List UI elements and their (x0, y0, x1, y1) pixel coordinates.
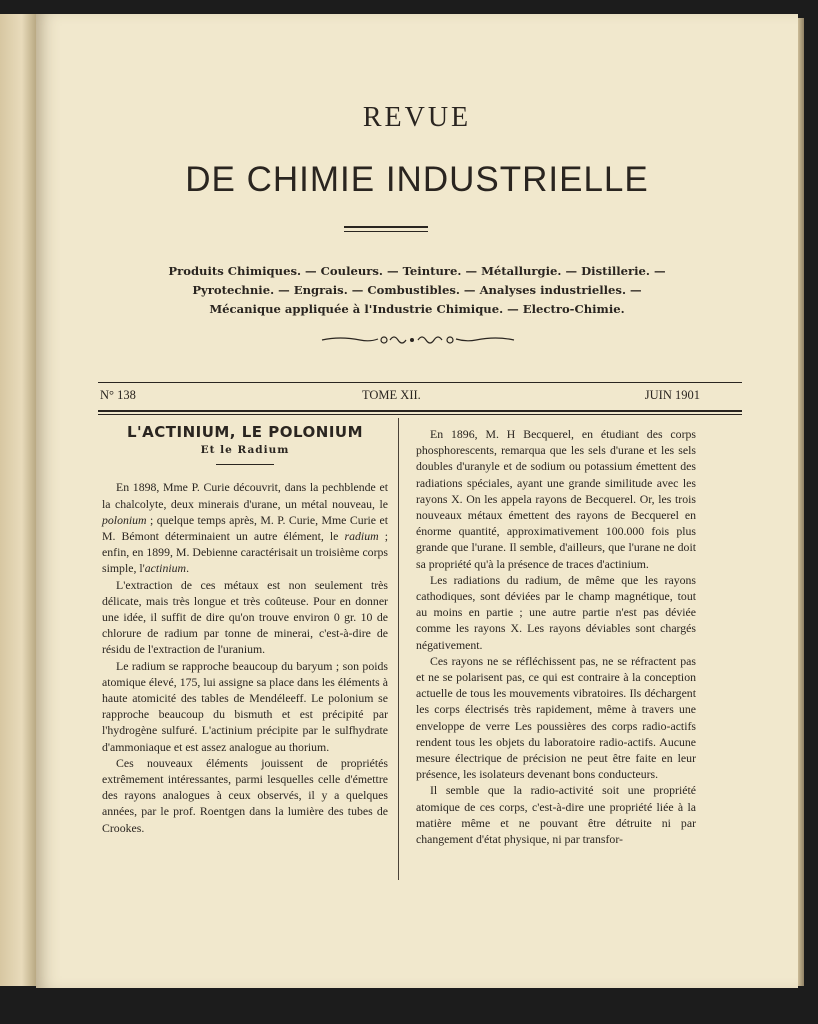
facing-page-edge (0, 14, 36, 986)
article-subtitle: Et le Radium (200, 444, 290, 457)
column-rule (398, 418, 399, 880)
element-name-radium: radium (344, 529, 379, 544)
subtitle-rule (216, 464, 274, 465)
ornament-divider (320, 332, 516, 348)
paragraph: Le radium se rapproche beaucoup du baryum ; son poids atomique élevé, 175, lui assigne sa place dans les éléments à haute atomicité des tables de Mendéleeff. Le polonium se rapproche beaucoup du bismuth et est précipité par l'hydrogène sulfuré. L'actinium précipite par le sulfhydrate d'ammoniaque et est assez analogue au thorium. (102, 658, 388, 754)
element-name-actinium: actinium (144, 561, 187, 576)
masthead-title: DE CHIMIE INDUSTRIELLE (185, 160, 649, 199)
topics-line: Pyrotechnie. — Engrais. — Combustibles. — Analyses industrielles. — (192, 283, 642, 297)
topics-line: Mécanique appliquée à l'Industrie Chimique. — Electro-Chimie. (209, 302, 625, 316)
title-rule (344, 226, 428, 232)
paragraph: Il semble que la radio-activité soit une propriété atomique de ces corps, c'est-à-dire une propriété liée à la matière même et ne pouvant être détruite ni par changement d'état physique, ni par transfor- (416, 783, 696, 847)
issue-number: N° 138 (100, 388, 136, 402)
paragraph: Ces nouveaux éléments jouissent de propriétés extrêmement intéressantes, parmi lesquelles celle d'émettre des rayons analogues à ceux observés, il y a quelques années, par le prof. Roentgen dans la lumière des tubes de Crookes. (102, 755, 388, 835)
masthead-revue: REVUE (362, 102, 472, 133)
paragraph: Ces rayons ne se réfléchissent pas, ne se réfractent pas et ne se polarisent pas, ce qui est contraire à la conception actuelle de tous les mouvements vibratoires. Ils déchargent les corps électrisés très rapidement, même à travers une enveloppe de verre Les poussières des corps radio-actifs rendent tous les objets du laboratoire radio-actifs. Aucune mesure électrique de précision ne peut être faite en leur présence, les isolateurs devenant bons conducteurs. (416, 653, 696, 782)
journal-page (36, 14, 798, 988)
paragraph-text: . (186, 561, 190, 576)
paragraph: En 1896, M. H Becquerel, en étudiant des corps phosphorescents, remarqua que les sels d'urane et les sels doubles d'uranyle et de sodium ou potassium émettent des radiations spéciales, ayant une grande similitude avec les rayons X. On les appela rayons de Becquerel. Or, les trois nouveaux métaux émettent des rayons de Becquerel en énorme quantité, approximativement 100.000 fois plus grande que l'urane. Il semble, d'ailleurs, que l'urane ne doit sa propriété qu'à la présence de traces d'actinium. (416, 427, 696, 571)
issue-rule-bottom (98, 410, 742, 415)
paragraph: L'extraction de ces métaux est non seulement très délicate, mais très longue et très coûteuse. Pour en donner une idée, il suffit de dire qu'on trouve environ 0 gr. 10 de chlorure de radium par tonne de minerai, c'est-à-dire de résidu de l'extraction de l'uranium. (102, 577, 388, 657)
article-title: L'ACTINIUM, LE POLONIUM (126, 423, 364, 441)
issue-tome: TOME XII. (362, 388, 421, 402)
issue-line (100, 388, 700, 406)
paragraph-text: ; enfin, en 1899, M. Debienne caractérisait un troisième corps simple, l' (102, 529, 389, 576)
element-name-polonium: polonium (102, 512, 147, 527)
right-column (416, 426, 696, 847)
paragraph-text: ; quelque temps après, M. P. Curie, Mme Curie et M. Bémont déterminaient un autre élément, le (102, 512, 388, 544)
topics-line: Produits Chimiques. — Couleurs. — Teinture. — Métallurgie. — Distillerie. — (168, 264, 666, 278)
issue-date: JUIN 1901 (644, 388, 700, 402)
page-edge (798, 18, 804, 986)
paragraph-text: En 1898, Mme P. Curie découvrit, dans la pechblende et la chalcolyte, deux minerais d'urane, un métal nouveau, le (102, 480, 388, 511)
topics-list (76, 262, 758, 319)
paragraph (102, 479, 388, 576)
left-column (102, 424, 388, 836)
issue-rule-top (98, 382, 742, 383)
paragraph: Les radiations du radium, de même que les rayons cathodiques, sont déviées par le champ magnétique, tout au moins en partie ; une autre partie n'est pas déviée comme les rayons X. Les rayons déviables sont chargés négativement. (416, 572, 696, 652)
